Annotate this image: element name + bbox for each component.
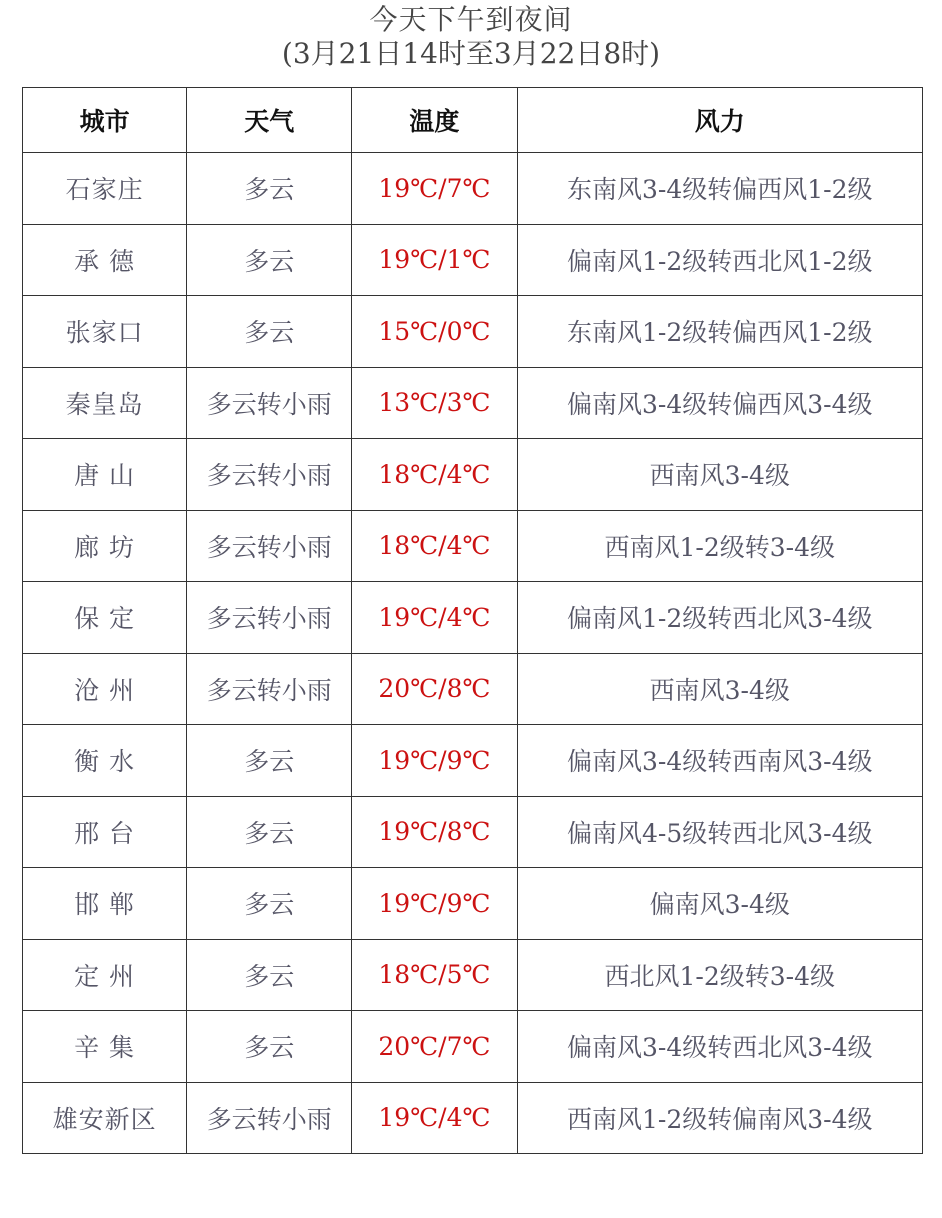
forecast-table — [22, 87, 923, 1154]
cell-city: 衡 水 — [23, 725, 187, 797]
cell-city: 廊 坊 — [23, 510, 187, 582]
cell-wind: 西南风1-2级转3-4级 — [517, 510, 922, 582]
cell-wind: 偏南风3-4级 — [517, 868, 922, 940]
cell-temperature: 20℃/8℃ — [352, 653, 517, 725]
cell-weather: 多云 — [187, 153, 352, 225]
cell-temperature: 19℃/9℃ — [352, 725, 517, 797]
cell-temperature: 18℃/5℃ — [352, 939, 517, 1011]
cell-weather: 多云 — [187, 296, 352, 368]
cell-city: 保 定 — [23, 582, 187, 654]
column-header-wind: 风力 — [517, 88, 922, 153]
table-row — [23, 939, 923, 1011]
cell-city: 唐 山 — [23, 439, 187, 511]
cell-weather: 多云 — [187, 1011, 352, 1083]
cell-weather: 多云 — [187, 224, 352, 296]
cell-weather: 多云转小雨 — [187, 367, 352, 439]
table-row — [23, 653, 923, 725]
table-row — [23, 796, 923, 868]
table-row — [23, 367, 923, 439]
cell-temperature: 19℃/1℃ — [352, 224, 517, 296]
table-body — [23, 153, 923, 1154]
table-row — [23, 153, 923, 225]
cell-wind: 偏南风3-4级转西南风3-4级 — [517, 725, 922, 797]
cell-wind: 偏南风4-5级转西北风3-4级 — [517, 796, 922, 868]
cell-city: 定 州 — [23, 939, 187, 1011]
cell-wind: 偏南风3-4级转西北风3-4级 — [517, 1011, 922, 1083]
table-row — [23, 296, 923, 368]
table-row — [23, 1011, 923, 1083]
cell-weather: 多云 — [187, 868, 352, 940]
cell-city: 邢 台 — [23, 796, 187, 868]
cell-wind: 西南风3-4级 — [517, 653, 922, 725]
column-header-weather: 天气 — [187, 88, 352, 153]
cell-wind: 偏南风1-2级转西北风3-4级 — [517, 582, 922, 654]
table-row — [23, 582, 923, 654]
table-row — [23, 725, 923, 797]
cell-weather: 多云 — [187, 796, 352, 868]
column-header-temperature: 温度 — [352, 88, 517, 153]
cell-city: 雄安新区 — [23, 1082, 187, 1154]
cell-weather: 多云 — [187, 939, 352, 1011]
table-row — [23, 1082, 923, 1154]
table-header-row — [23, 88, 923, 153]
cell-wind: 西北风1-2级转3-4级 — [517, 939, 922, 1011]
cell-wind: 西南风3-4级 — [517, 439, 922, 511]
table-row — [23, 439, 923, 511]
cell-weather: 多云转小雨 — [187, 439, 352, 511]
cell-wind: 东南风1-2级转偏西风1-2级 — [517, 296, 922, 368]
cell-temperature: 19℃/8℃ — [352, 796, 517, 868]
page-subtitle-time-range: (3月21日14时至3月22日8时) — [281, 37, 661, 70]
cell-weather: 多云转小雨 — [187, 1082, 352, 1154]
table-row — [23, 224, 923, 296]
cell-city: 沧 州 — [23, 653, 187, 725]
cell-temperature: 20℃/7℃ — [352, 1011, 517, 1083]
cell-wind: 偏南风1-2级转西北风1-2级 — [517, 224, 922, 296]
cell-weather: 多云转小雨 — [187, 582, 352, 654]
cell-city: 承 德 — [23, 224, 187, 296]
cell-temperature: 19℃/7℃ — [352, 153, 517, 225]
cell-temperature: 18℃/4℃ — [352, 510, 517, 582]
table-row — [23, 868, 923, 940]
cell-city: 秦皇岛 — [23, 367, 187, 439]
cell-wind: 西南风1-2级转偏南风3-4级 — [517, 1082, 922, 1154]
cell-wind: 偏南风3-4级转偏西风3-4级 — [517, 367, 922, 439]
cell-city: 张家口 — [23, 296, 187, 368]
cell-city: 石家庄 — [23, 153, 187, 225]
cell-city: 邯 郸 — [23, 868, 187, 940]
title-block — [0, 2, 942, 72]
cell-temperature: 13℃/3℃ — [352, 367, 517, 439]
cell-city: 辛 集 — [23, 1011, 187, 1083]
cell-temperature: 19℃/4℃ — [352, 582, 517, 654]
page-title: 今天下午到夜间 — [369, 3, 573, 36]
cell-weather: 多云转小雨 — [187, 653, 352, 725]
cell-temperature: 15℃/0℃ — [352, 296, 517, 368]
cell-temperature: 19℃/4℃ — [352, 1082, 517, 1154]
cell-temperature: 19℃/9℃ — [352, 868, 517, 940]
cell-weather: 多云转小雨 — [187, 510, 352, 582]
cell-temperature: 18℃/4℃ — [352, 439, 517, 511]
column-header-city: 城市 — [23, 88, 187, 153]
cell-weather: 多云 — [187, 725, 352, 797]
table-row — [23, 510, 923, 582]
cell-wind: 东南风3-4级转偏西风1-2级 — [517, 153, 922, 225]
